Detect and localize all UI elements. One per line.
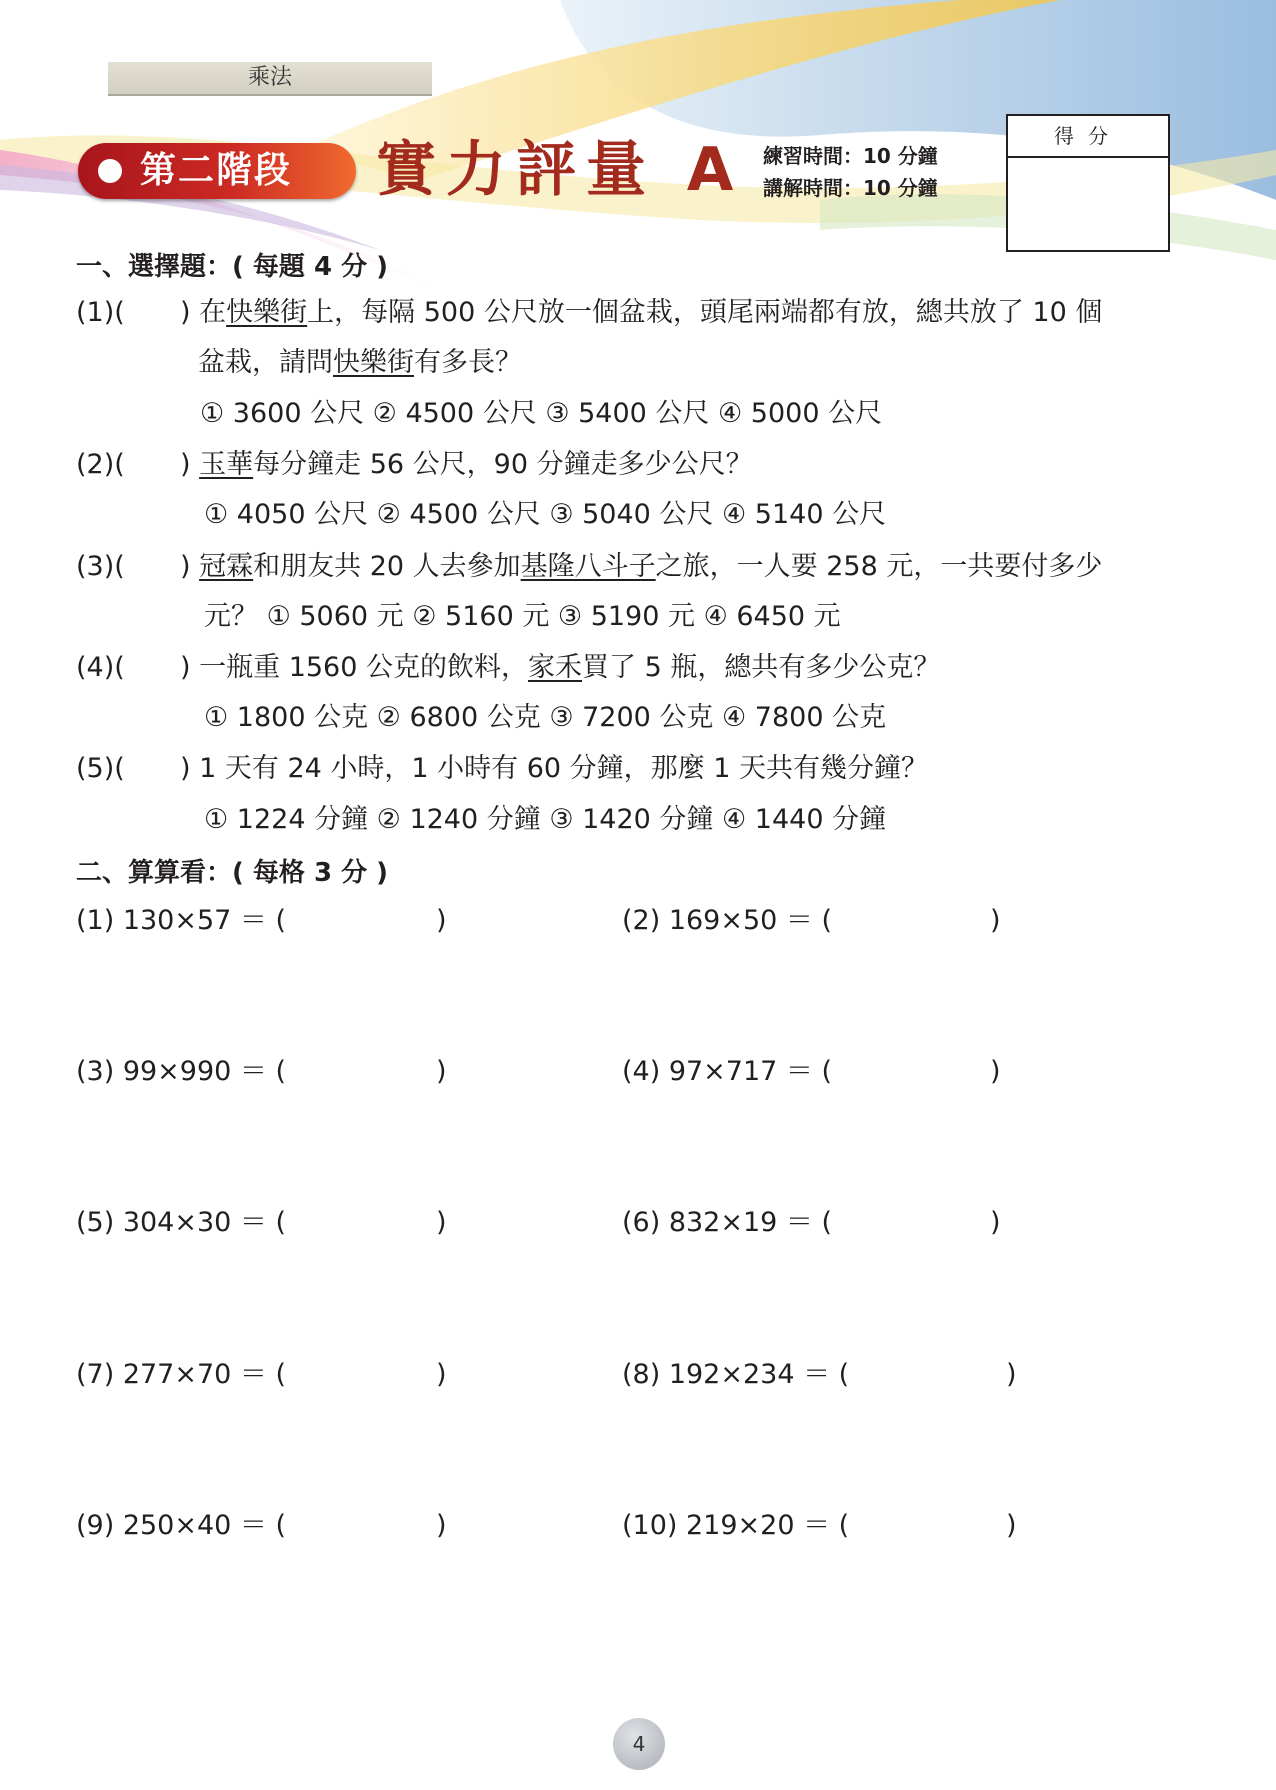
question-number: (1)( [76, 297, 125, 328]
text-segment: ① 1224 分鐘 ② 1240 分鐘 ③ 1420 分鐘 ④ 1440 分鐘 [204, 804, 887, 835]
score-label: 得分 [1008, 116, 1168, 158]
calc-problem: (8) 192×234 ＝ ( [622, 1359, 850, 1390]
text-segment: ) 在 [180, 297, 227, 328]
stage-badge [78, 143, 356, 199]
text-segment: 買了 5 瓶，總共有多少公克？ [582, 652, 941, 683]
question-continuation [204, 701, 886, 735]
text-segment: ① 4050 公尺 ② 4500 公尺 ③ 5040 公尺 ④ 5140 公尺 [204, 499, 887, 530]
proper-noun: 快樂街 [226, 297, 308, 328]
proper-noun: 家禾 [528, 652, 582, 683]
answer-blank-close: ) [436, 1207, 447, 1238]
text-segment: 和朋友共 20 人去參加 [253, 551, 521, 582]
calc-problem: (5) 304×30 ＝ ( [76, 1207, 287, 1238]
stage-label: 第二階段 [140, 150, 293, 191]
proper-noun: 冠霖 [199, 551, 254, 582]
answer-blank-close: ) [990, 1207, 1001, 1238]
calc-problem: (1) 130×57 ＝ ( [76, 905, 287, 936]
question-continuation [200, 397, 882, 431]
practice-time: 練習時間：10 分鐘 [763, 144, 938, 168]
text-segment: 上，每隔 500 公尺放一個盆栽，頭尾兩端都有放，總共放了 10 個 [307, 297, 1103, 328]
calc-problem: (6) 832×19 ＝ ( [622, 1207, 833, 1238]
answer-blank-close: ) [1006, 1359, 1017, 1390]
page-number: 4 [613, 1718, 665, 1770]
question-continuation [204, 600, 841, 634]
text-segment: 元？ ① 5060 元 ② 5160 元 ③ 5190 元 ④ 6450 元 [204, 601, 841, 632]
text-segment: ) [180, 551, 200, 582]
text-segment: ① 3600 公尺 ② 4500 公尺 ③ 5400 公尺 ④ 5000 公尺 [200, 398, 883, 429]
section-title-calculation: 二、算算看：( 每格 3 分 ) [76, 858, 389, 888]
text-segment: ① 1800 公克 ② 6800 公克 ③ 7200 公克 ④ 7800 公克 [204, 702, 887, 733]
text-segment: ) 一瓶重 1560 公克的飲料， [180, 652, 528, 683]
question-number: (5)( [76, 753, 125, 784]
question-continuation [204, 803, 886, 837]
answer-blank-close: ) [990, 905, 1001, 936]
bullet-icon [98, 159, 122, 183]
question-continuation [204, 498, 886, 532]
calc-problem: (2) 169×50 ＝ ( [622, 905, 833, 936]
proper-noun: 基隆八斗子 [520, 551, 656, 582]
calc-problem: (10) 219×20 ＝ ( [622, 1510, 850, 1541]
calc-problem: (9) 250×40 ＝ ( [76, 1510, 287, 1541]
calc-problem: (4) 97×717 ＝ ( [622, 1056, 833, 1087]
answer-blank-close: ) [436, 1359, 447, 1390]
answer-blank-close: ) [990, 1056, 1001, 1087]
proper-noun: 玉華 [199, 449, 254, 480]
question-text [180, 651, 940, 685]
answer-blank-close: ) [1006, 1510, 1017, 1541]
text-segment: 之旅，一人要 258 元，一共要付多少 [655, 551, 1103, 582]
text-segment: ) 1 天有 24 小時，1 小時有 60 分鐘，那麼 1 天共有幾分鐘？ [180, 753, 929, 784]
answer-blank-close: ) [436, 1056, 447, 1087]
question-number: (3)( [76, 551, 125, 582]
page-title: 實力評量 A [376, 135, 744, 205]
answer-blank-close: ) [436, 905, 447, 936]
question-continuation [198, 346, 522, 380]
score-box[interactable] [1006, 114, 1170, 252]
text-segment: 盆栽，請問 [198, 347, 333, 378]
text-segment: ) [180, 449, 200, 480]
time-info [763, 140, 938, 204]
calc-problem: (3) 99×990 ＝ ( [76, 1056, 287, 1087]
text-segment: 每分鐘走 56 公尺，90 分鐘走多少公尺？ [253, 449, 753, 480]
calc-problem: (7) 277×70 ＝ ( [76, 1359, 287, 1390]
question-text [180, 550, 1102, 584]
text-segment: 有多長？ [414, 347, 522, 378]
answer-blank-close: ) [436, 1510, 447, 1541]
question-text [180, 752, 928, 786]
section-title-multiple-choice: 一、選擇題：( 每題 4 分 ) [76, 252, 389, 282]
question-text [180, 448, 753, 482]
chapter-tag: 乘法 [108, 62, 432, 96]
question-text [180, 296, 1102, 330]
proper-noun: 快樂街 [333, 347, 414, 378]
question-number: (4)( [76, 652, 125, 683]
question-number: (2)( [76, 449, 125, 480]
review-time: 講解時間：10 分鐘 [763, 176, 938, 200]
